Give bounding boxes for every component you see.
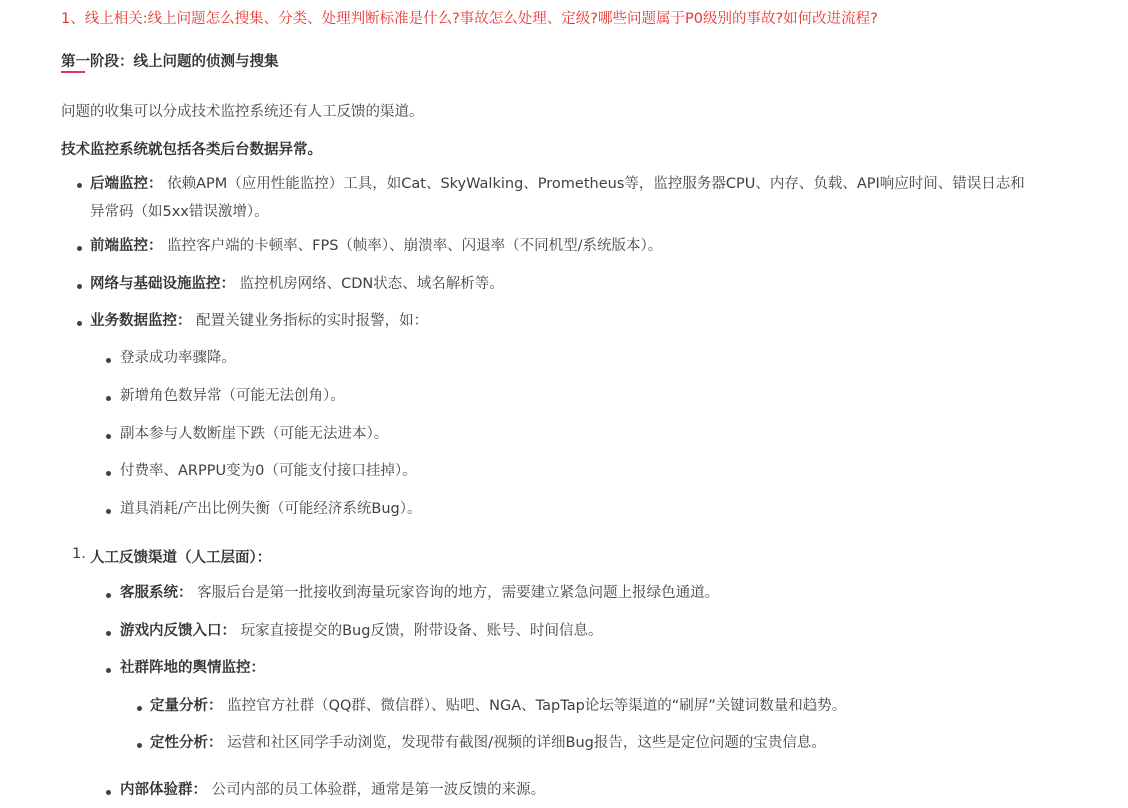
- item-text: 监控官方社群（QQ群、微信群）、贴吧、NGA、TapTap论坛等渠道的“刷屏”关键词数量和趋势。: [227, 698, 847, 714]
- item-label: 客服系统：: [120, 585, 193, 601]
- stage-heading: 第一阶段：线上问题的侦测与搜集: [61, 54, 279, 70]
- bullet-dot: [77, 246, 82, 251]
- item-label: 内部体验群：: [120, 782, 207, 798]
- item-text: 配置关键业务指标的实时报警，如：: [196, 313, 429, 329]
- item-label: 定性分析：: [150, 735, 223, 751]
- bullet-dot: [77, 183, 82, 188]
- social-item-quant: [150, 694, 846, 715]
- item-label: 游戏内反馈入口：: [120, 623, 236, 639]
- bullet-dot: [106, 631, 111, 636]
- bullet-dot: [137, 743, 142, 748]
- item-text: 依赖APM（应用性能监控）工具，如Cat、SkyWalking、Prometheus等，监控服务器CPU、内存、负载、API响应时间、错误日志和: [167, 176, 1025, 192]
- manual-heading: 人工反馈渠道（人工层面）：: [90, 550, 272, 566]
- bullet-dot: [106, 396, 111, 401]
- item-label: 业务数据监控：: [90, 313, 192, 329]
- manual-item-cs: [120, 581, 719, 602]
- bullet-dot: [106, 509, 111, 514]
- bullet-dot: [106, 434, 111, 439]
- list-item-network: [90, 272, 504, 293]
- list-number: 1.: [72, 546, 86, 562]
- manual-item-social: [120, 656, 265, 677]
- item-label: 网络与基础设施监控：: [90, 276, 235, 292]
- bullet-dot: [137, 706, 142, 711]
- list-item-backend: [90, 170, 1110, 226]
- tech-heading: 技术监控系统就包括各类后台数据异常。: [61, 142, 322, 158]
- sub-item: 付费率、ARPPU变为0（可能支付接口挂掉）。: [120, 463, 417, 479]
- sub-item: 副本参与人数断崖下跌（可能无法进本）。: [120, 426, 389, 442]
- item-text: 客服后台是第一批接收到海量玩家咨询的地方，需要建立紧急问题上报绿色通道。: [197, 585, 720, 601]
- heading-underline: [61, 71, 85, 73]
- item-text-cont: 异常码（如5xx错误激增）。: [90, 204, 269, 220]
- item-text: 公司内部的员工体验群，通常是第一波反馈的来源。: [211, 782, 546, 798]
- bullet-dot: [77, 284, 82, 289]
- item-label: 前端监控：: [90, 238, 163, 254]
- item-text: 玩家直接提交的Bug反馈，附带设备、账号、时间信息。: [240, 623, 603, 639]
- social-item-qual: [150, 731, 826, 752]
- intro-paragraph: 问题的收集可以分成技术监控系统还有人工反馈的渠道。: [61, 104, 424, 120]
- bullet-dot: [106, 668, 111, 673]
- bullet-dot: [106, 358, 111, 363]
- item-text: 监控机房网络、CDN状态、域名解析等。: [239, 276, 504, 292]
- manual-item-internal: [120, 778, 545, 799]
- bullet-dot: [106, 471, 111, 476]
- item-label: 社群阵地的舆情监控：: [120, 660, 265, 676]
- bullet-dot: [106, 593, 111, 598]
- question-title: 1、线上相关:线上问题怎么搜集、分类、处理判断标准是什么?事故怎么处理、定级?哪些问题属于P0级别的事故?如何改进流程?: [61, 11, 878, 27]
- item-label: 定量分析：: [150, 698, 223, 714]
- sub-item: 登录成功率骤降。: [120, 350, 236, 366]
- list-item-frontend: [90, 234, 662, 255]
- list-item-business: [90, 309, 428, 330]
- item-text: 运营和社区同学手动浏览，发现带有截图/视频的详细Bug报告，这些是定位问题的宝贵信息。: [227, 735, 826, 751]
- sub-item: 道具消耗/产出比例失衡（可能经济系统Bug）。: [120, 501, 422, 517]
- item-text: 监控客户端的卡顿率、FPS（帧率）、崩溃率、闪退率（不同机型/系统版本）。: [167, 238, 663, 254]
- sub-item: 新增角色数异常（可能无法创角）。: [120, 388, 345, 404]
- bullet-dot: [77, 321, 82, 326]
- manual-item-ingame: [120, 619, 602, 640]
- item-label: 后端监控：: [90, 176, 163, 192]
- bullet-dot: [106, 790, 111, 795]
